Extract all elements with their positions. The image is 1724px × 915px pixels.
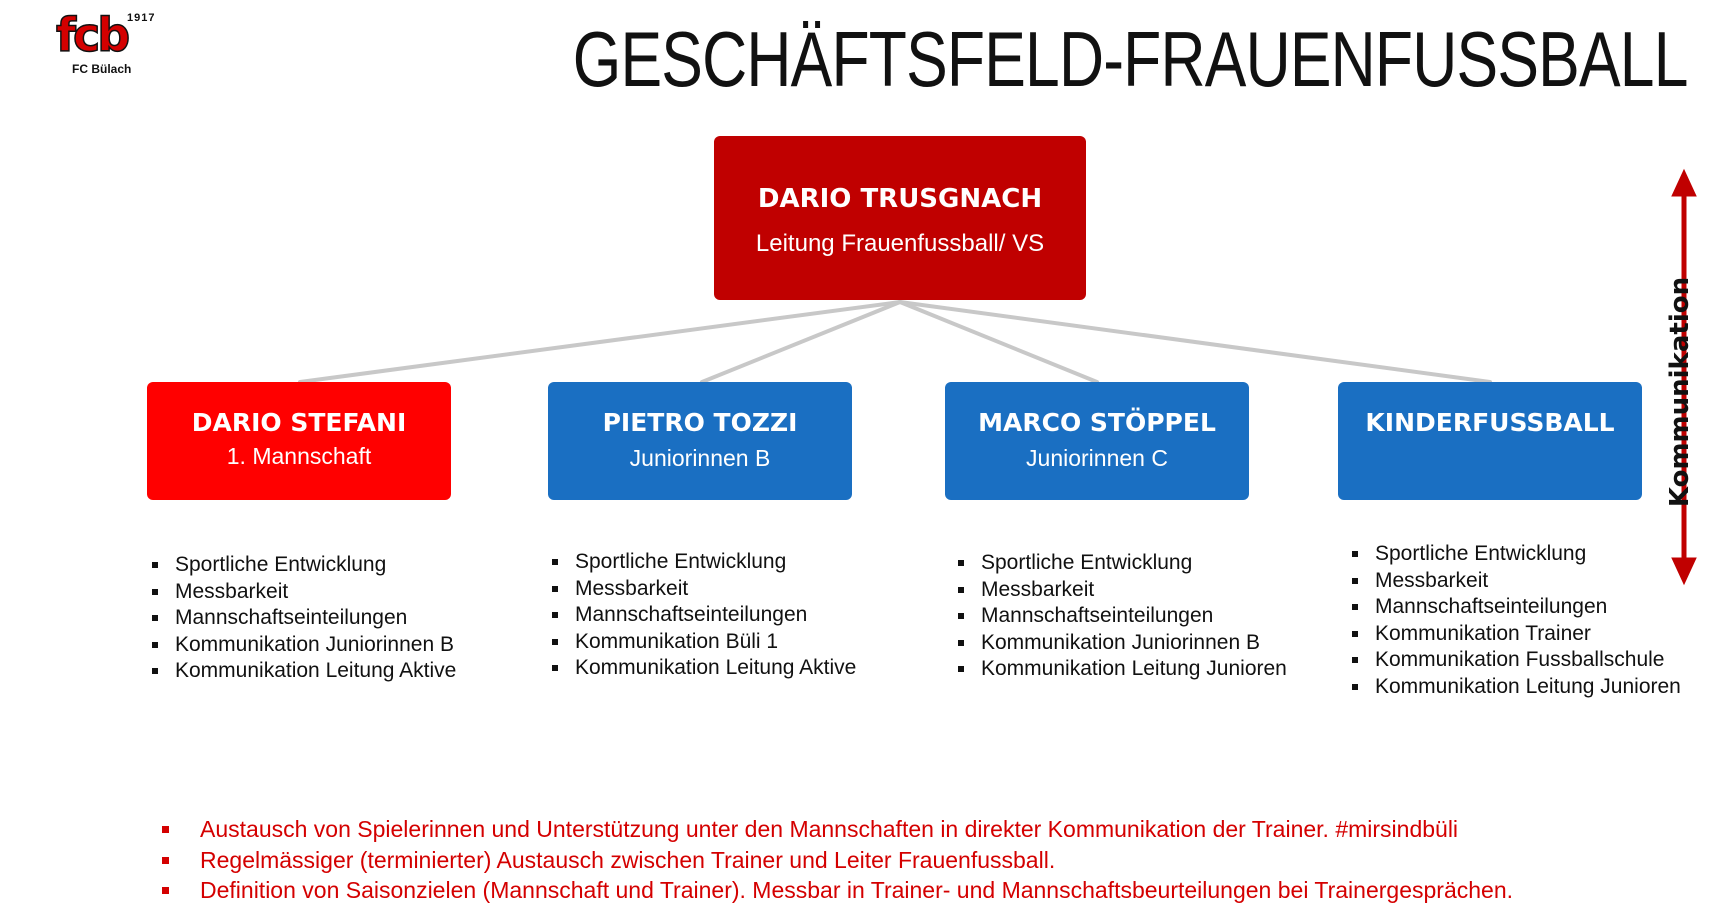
team-box-stoeppel — [945, 382, 1249, 500]
task-list-kinderfussball — [1350, 541, 1681, 700]
task-item: Kommunikation Leitung Junioren — [1350, 674, 1681, 701]
task-item: Mannschaftseinteilungen — [1350, 594, 1681, 621]
task-item: Kommunikation Leitung Aktive — [550, 655, 856, 682]
task-list-stefani — [150, 552, 456, 685]
task-item: Kommunikation Trainer — [1350, 621, 1681, 648]
connector-line-4 — [900, 302, 1490, 382]
note-item: Regelmässiger (terminierter) Austausch zwischen Trainer und Leiter Frauenfussball. — [160, 845, 1513, 876]
task-item: Kommunikation Leitung Junioren — [956, 656, 1287, 683]
task-item: Sportliche Entwicklung — [956, 550, 1287, 577]
connector-line-1 — [300, 302, 900, 382]
communication-label: Kommunikation — [1665, 276, 1695, 508]
task-item: Sportliche Entwicklung — [1350, 541, 1681, 568]
task-item: Messbarkeit — [956, 577, 1287, 604]
task-item: Sportliche Entwicklung — [150, 552, 456, 579]
task-item: Kommunikation Leitung Aktive — [150, 658, 456, 685]
task-item: Messbarkeit — [550, 576, 856, 603]
team-name: KINDERFUSSBALL — [1365, 408, 1615, 437]
notes-list — [160, 814, 1513, 906]
logo-mark: fcb — [56, 8, 128, 62]
team-name: MARCO STÖPPEL — [978, 408, 1216, 437]
head-box — [714, 136, 1086, 300]
team-name: DARIO STEFANI — [191, 408, 407, 437]
task-item: Kommunikation Juniorinnen B — [956, 630, 1287, 657]
note-item: Austausch von Spielerinnen und Unterstützung unter den Mannschaften in direkter Kommunikation der Trainer. #mirsindbüli — [160, 814, 1513, 845]
task-item: Mannschaftseinteilungen — [956, 603, 1287, 630]
task-item: Messbarkeit — [150, 579, 456, 606]
task-item: Kommunikation Juniorinnen B — [150, 632, 456, 659]
team-role: Juniorinnen C — [1026, 445, 1168, 471]
task-item: Kommunikation Fussballschule — [1350, 647, 1681, 674]
task-item: Messbarkeit — [1350, 568, 1681, 595]
team-box-tozzi — [548, 382, 852, 500]
team-box-kinderfussball — [1338, 382, 1642, 500]
task-list-stoeppel — [956, 550, 1287, 683]
team-box-stefani — [147, 382, 451, 500]
note-item: Definition von Saisonzielen (Mannschaft und Trainer). Messbar in Trainer- und Mannschaftsbeurteilungen bei Trainergesprächen. — [160, 875, 1513, 906]
head-name: DARIO TRUSGNACH — [757, 184, 1043, 214]
task-list-tozzi — [550, 549, 856, 682]
task-item: Mannschaftseinteilungen — [150, 605, 456, 632]
page-title: GESCHÄFTSFELD-FRAUENFUSSBALL — [573, 15, 1688, 103]
logo-year: 1917 — [127, 12, 156, 24]
team-role: Juniorinnen B — [629, 445, 771, 471]
task-item: Kommunikation Büli 1 — [550, 629, 856, 656]
team-role: 1. Mannschaft — [226, 443, 372, 469]
logo-club-name: FC Bülach — [72, 62, 132, 76]
task-item: Sportliche Entwicklung — [550, 549, 856, 576]
head-role: Leitung Frauenfussball/ VS — [755, 230, 1045, 257]
team-name: PIETRO TOZZI — [602, 408, 798, 437]
task-item: Mannschaftseinteilungen — [550, 602, 856, 629]
